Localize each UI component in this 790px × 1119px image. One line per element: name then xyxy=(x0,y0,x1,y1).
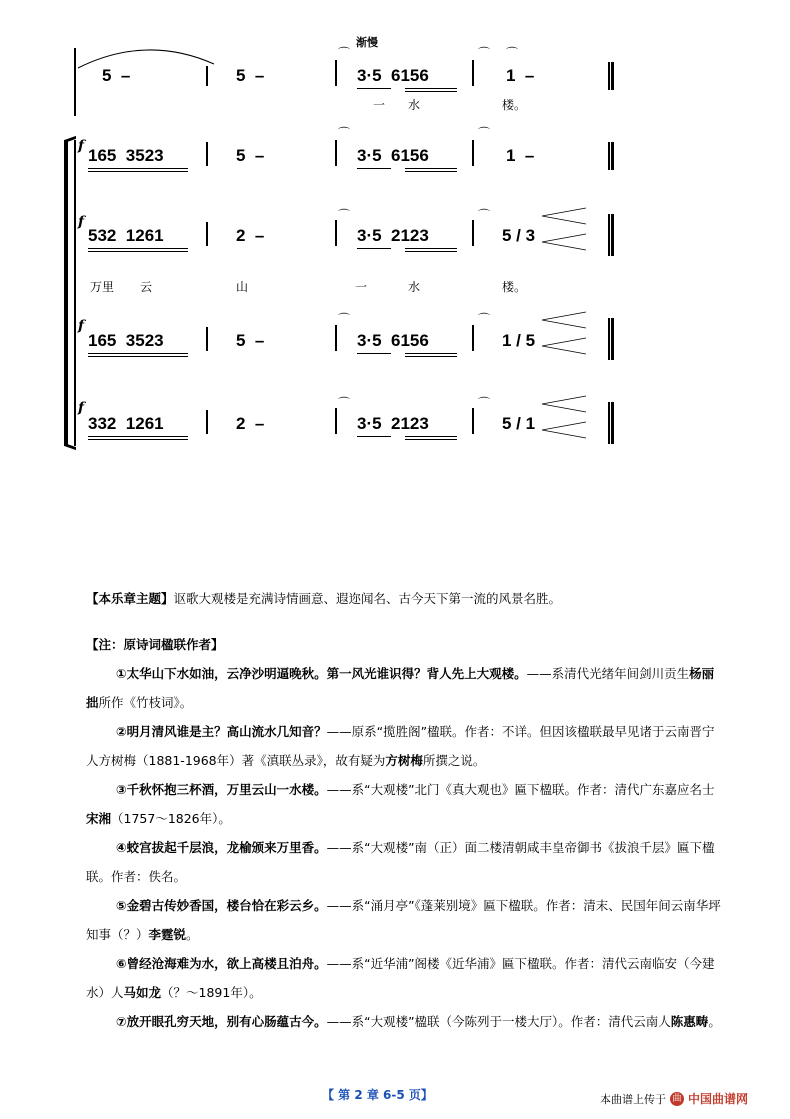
measure: 165 3523 xyxy=(88,146,164,165)
barline xyxy=(335,60,337,86)
underline xyxy=(405,91,457,92)
measure: 5 – xyxy=(236,146,265,165)
barline xyxy=(335,325,337,351)
fermata-icon: ⌒ xyxy=(478,396,491,410)
barline xyxy=(608,402,610,444)
note-item xyxy=(86,717,726,775)
measure: 1 – xyxy=(506,66,535,85)
note-couplet: ⑥曾经沧海难为水，欲上高楼且泊舟。 xyxy=(116,956,327,971)
note-text: ——系“近华浦”阁楼《近华浦》匾下楹联。作者：清代云南临安（今建水）人 xyxy=(86,956,715,1000)
site-logo-icon[interactable]: 曲 xyxy=(670,1092,684,1106)
note-item xyxy=(86,891,726,949)
barline xyxy=(611,402,614,444)
underline xyxy=(405,356,457,357)
barline xyxy=(611,62,614,90)
note-author: 马如龙 xyxy=(123,985,162,1000)
note-text: ——原系“揽胜阁”楹联。作者：不详。但因该楹联最早见诸于云南晋宁人方树梅（1881-1968年）著《滇联丛录》，故有疑为 xyxy=(86,724,715,768)
tempo-mark: 渐慢 xyxy=(356,36,378,49)
upload-text: 本曲谱上传于 xyxy=(600,1092,666,1106)
measure: 5 / 1 xyxy=(502,414,536,433)
note-couplet: ③千秋怀抱三杯酒，万里云山一水楼。 xyxy=(116,782,327,797)
underline xyxy=(357,248,391,249)
system-line-2 xyxy=(74,140,76,446)
measure: 3·5 6156 xyxy=(357,331,429,350)
underline xyxy=(88,168,188,169)
notes-section xyxy=(86,630,726,1036)
lyric: 山 xyxy=(236,280,249,294)
note-couplet: ④蛟宫拔起千层浪，龙榆颁来万里香。 xyxy=(116,840,327,855)
page-number: 【 第 2 章 6-5 页】 xyxy=(322,1088,433,1102)
hairpin-icon xyxy=(540,310,588,358)
measure: 5 – xyxy=(102,66,131,85)
fermata-icon: ⌒ xyxy=(478,46,491,60)
fermata-icon: ⌒ xyxy=(506,46,519,60)
slur-top xyxy=(76,42,216,72)
fermata-icon: ⌒ xyxy=(338,312,351,326)
underline xyxy=(357,168,391,169)
barline xyxy=(206,327,208,351)
hairpin-icon xyxy=(540,206,588,254)
note-author: 李霆锐 xyxy=(148,927,187,942)
note-item xyxy=(86,949,726,1007)
underline xyxy=(405,248,457,249)
measure: 332 1261 xyxy=(88,414,164,433)
underline xyxy=(405,353,457,354)
measure: 3·5 2123 xyxy=(357,414,429,433)
barline xyxy=(206,222,208,246)
note-item xyxy=(86,833,726,891)
note-item xyxy=(86,659,726,717)
fermata-icon: ⌒ xyxy=(338,126,351,140)
fermata-icon: ⌒ xyxy=(338,396,351,410)
barline xyxy=(472,220,474,246)
barline xyxy=(611,318,614,360)
measure: 2 – xyxy=(236,414,265,433)
measure: 532 1261 xyxy=(88,226,164,245)
underline xyxy=(88,171,188,172)
note-item xyxy=(86,1007,726,1036)
underline xyxy=(88,353,188,354)
hairpin-icon xyxy=(540,394,588,442)
lyric: 楼。 xyxy=(502,98,527,112)
barline xyxy=(472,408,474,434)
barline xyxy=(472,325,474,351)
underline xyxy=(405,88,457,89)
measure: 2 – xyxy=(236,226,265,245)
barline xyxy=(472,60,474,86)
note-author: 杨丽拙 xyxy=(86,666,715,710)
note-tail: 所撰之说。 xyxy=(422,753,486,768)
underline xyxy=(357,436,391,437)
barline xyxy=(335,220,337,246)
underline xyxy=(405,436,457,437)
underline xyxy=(88,436,188,437)
note-text: ——系“涌月亭”《蓬莱别境》匾下楹联。作者：清末、民国年间云南华坪知事（？） xyxy=(86,898,721,942)
lyric: 一 xyxy=(355,280,368,294)
measure: 5 / 3 xyxy=(502,226,536,245)
barline xyxy=(335,408,337,434)
theme-label: 【本乐章主题】 xyxy=(86,591,174,606)
barline xyxy=(611,214,614,256)
upload-notice xyxy=(600,1090,748,1107)
barline xyxy=(611,142,614,170)
note-couplet: ⑦放开眼孔穷天地，别有心肠蕴古今。 xyxy=(116,1014,327,1029)
underline xyxy=(357,353,391,354)
lyric: 万里 xyxy=(90,280,115,294)
barline xyxy=(608,318,610,360)
theme-text: 讴歌大观楼是充满诗情画意、遐迩闻名、古今天下第一流的风景名胜。 xyxy=(173,591,562,606)
measure: 3·5 2123 xyxy=(357,226,429,245)
lyric: 云 xyxy=(140,280,153,294)
barline xyxy=(206,142,208,166)
barline xyxy=(206,66,208,86)
underline xyxy=(88,439,188,440)
dynamic-f: f xyxy=(78,138,85,154)
measure: 1 – xyxy=(506,146,535,165)
system-bracket xyxy=(64,140,68,446)
barline xyxy=(608,62,610,90)
note-tail: （1757～1826年）。 xyxy=(111,811,231,826)
dynamic-f: f xyxy=(78,400,85,416)
theme-section xyxy=(86,584,726,613)
underline xyxy=(357,88,391,89)
underline xyxy=(405,439,457,440)
note-text: ——系“大观楼”北门《真大观也》匾下楹联。作者：清代广东嘉应名士 xyxy=(326,782,715,797)
barline xyxy=(472,140,474,166)
dynamic-f: f xyxy=(78,318,85,334)
note-author: 宋湘 xyxy=(86,811,112,826)
lyric: 水 xyxy=(408,280,421,294)
note-tail: 。 xyxy=(708,1014,721,1029)
note-author: 陈惠畴 xyxy=(670,1014,709,1029)
underline xyxy=(88,248,188,249)
note-couplet: ①太华山下水如油，云净沙明逼晚秋。第一风光谁识得？背人先上大观楼。 xyxy=(116,666,527,681)
underline xyxy=(405,168,457,169)
lyric: 楼。 xyxy=(502,280,527,294)
barline xyxy=(206,410,208,434)
measure: 165 3523 xyxy=(88,331,164,350)
site-logo[interactable]: 中国曲谱网 xyxy=(688,1092,749,1106)
note-tail: （？～1891年）。 xyxy=(161,985,262,1000)
fermata-icon: ⌒ xyxy=(338,208,351,222)
note-item xyxy=(86,775,726,833)
note-tail: 。 xyxy=(186,927,199,942)
fermata-icon: ⌒ xyxy=(478,312,491,326)
dynamic-f: f xyxy=(78,214,85,230)
barline xyxy=(608,142,610,170)
fermata-icon: ⌒ xyxy=(478,126,491,140)
fermata-icon: ⌒ xyxy=(338,46,351,60)
measure: 3·5 6156 xyxy=(357,66,429,85)
lyric: 水 xyxy=(408,98,421,112)
note-author: 方树梅 xyxy=(385,753,423,768)
underline xyxy=(405,171,457,172)
underline xyxy=(405,251,457,252)
measure: 5 – xyxy=(236,331,265,350)
fermata-icon: ⌒ xyxy=(478,208,491,222)
note-text: ——系“大观楼”南（正）面二楼清朝咸丰皇帝御书《拔浪千层》匾下楹联。作者：佚名。 xyxy=(86,840,715,884)
measure: 3·5 6156 xyxy=(357,146,429,165)
note-text: ——系清代光绪年间剑川贡生 xyxy=(526,666,690,681)
barline xyxy=(608,214,610,256)
lyric: 一 xyxy=(373,98,386,112)
note-text: ——系“大观楼”楹联（今陈列于一楼大厅）。作者：清代云南人 xyxy=(326,1014,671,1029)
note-tail: 所作《竹枝词》。 xyxy=(98,695,193,710)
notes-heading: 【注：原诗词楹联作者】 xyxy=(86,637,224,652)
note-couplet: ②明月清风谁是主？高山流水几知音？ xyxy=(116,724,327,739)
measure: 1 / 5 xyxy=(502,331,536,350)
measure: 5 – xyxy=(236,66,265,85)
underline xyxy=(88,251,188,252)
underline xyxy=(88,356,188,357)
note-couplet: ⑤金碧古传妙香国，楼台恰在彩云乡。 xyxy=(116,898,327,913)
barline xyxy=(335,140,337,166)
